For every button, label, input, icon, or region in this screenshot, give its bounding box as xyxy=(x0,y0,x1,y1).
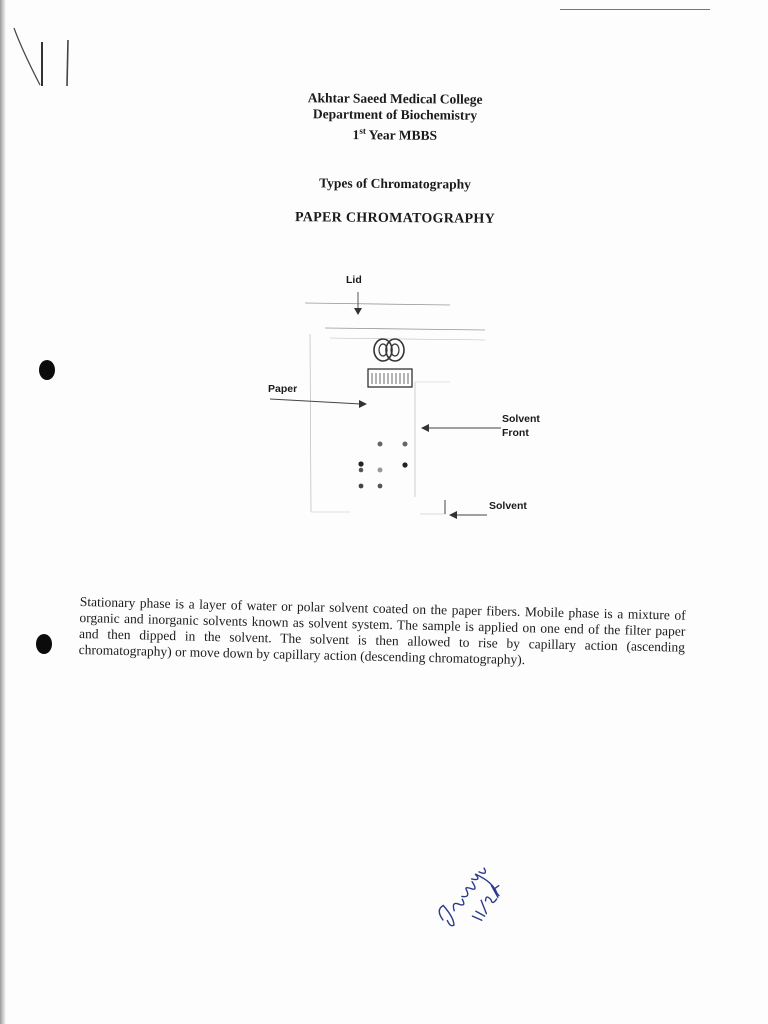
lid-underside-line xyxy=(330,338,485,340)
chromatogram-spot xyxy=(359,484,364,489)
description-paragraph: Stationary phase is a layer of water or polar solvent coated on the paper fibers. Mobile phase is a mixture of organic and inorganic solvents known as solvent system. The sample is applied on one end of the filter paper and then dipped in the solvent. The solvent is then allowed to rise by capillary action (ascending chromatography) or move down by capillary action (descending chromatography). xyxy=(78,593,686,667)
lid-arrow-head xyxy=(354,308,362,315)
solvent-front-label-line2: Front xyxy=(502,427,529,439)
scan-top-line xyxy=(560,9,710,10)
scan-edge-shadow xyxy=(0,0,6,1024)
chromatogram-spot xyxy=(402,462,407,467)
solvent-arrow-head xyxy=(449,511,457,519)
section-title: PAPER CHROMATOGRAPHY xyxy=(294,210,496,227)
class-year: 1st Year MBBS xyxy=(352,125,438,143)
handwritten-signature xyxy=(420,845,520,935)
solvent-label: Solvent xyxy=(489,500,527,512)
chromatogram-spot xyxy=(359,468,364,473)
chromatogram-spot xyxy=(403,442,408,447)
college-name: Akhtar Saeed Medical College xyxy=(307,90,483,107)
solvent-front-arrow-head xyxy=(421,424,429,432)
lid-label: Lid xyxy=(346,274,362,286)
chromatogram-spot xyxy=(378,468,383,473)
paper-arrow-line xyxy=(270,399,361,404)
paper-arrow-head xyxy=(359,400,367,408)
paper-clip-icon xyxy=(368,339,412,387)
paper-label: Paper xyxy=(268,383,298,395)
lid-bottom-line xyxy=(325,328,485,330)
chromatogram-spot xyxy=(378,442,383,447)
lid-top-line xyxy=(305,303,450,305)
punch-hole-bottom xyxy=(36,634,52,654)
department-name: Department of Biochemistry xyxy=(312,106,478,123)
tank-left-wall xyxy=(310,334,311,512)
paper-chromatography-diagram xyxy=(255,262,555,532)
chromatogram-spot xyxy=(378,484,383,489)
solvent-front-label-line1: Solvent xyxy=(502,413,540,425)
document-subtitle: Types of Chromatography xyxy=(319,175,471,192)
chromatogram-spot xyxy=(358,461,363,466)
scan-artifact-marks xyxy=(0,0,100,100)
punch-hole-top xyxy=(39,360,55,380)
document-header xyxy=(230,90,560,145)
